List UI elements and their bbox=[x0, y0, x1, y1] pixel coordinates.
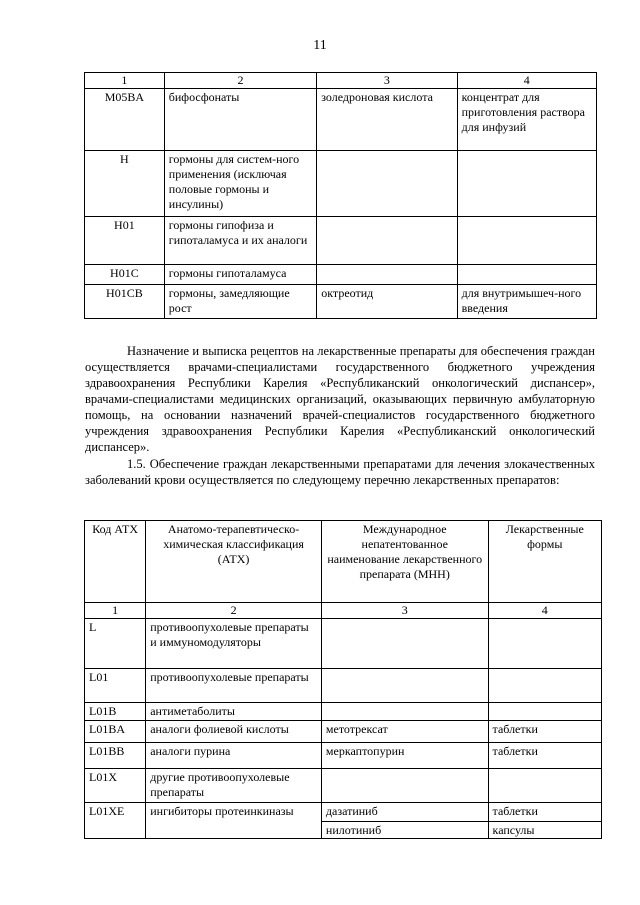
dosage-form: таблетки bbox=[488, 743, 601, 769]
table-row bbox=[85, 703, 602, 721]
inn-name bbox=[317, 151, 457, 217]
atc-code: M05BA bbox=[85, 89, 165, 151]
atc-code: L01BB bbox=[85, 743, 146, 769]
atc-class: аналоги пурина bbox=[146, 743, 322, 769]
table-header-row bbox=[85, 73, 597, 89]
atc-code: L01XE bbox=[85, 803, 146, 839]
page-number: 11 bbox=[313, 38, 327, 53]
table-row bbox=[85, 769, 602, 803]
inn-name bbox=[321, 703, 488, 721]
header-dosage-form: Лекарственные формы bbox=[488, 521, 601, 603]
table-number-row bbox=[85, 603, 602, 619]
table-row bbox=[85, 619, 602, 669]
atc-class: гормоны гипофиза и гипоталамуса и их аналоги bbox=[164, 217, 316, 265]
atc-code: H bbox=[85, 151, 165, 217]
blood-cancer-drug-table bbox=[84, 520, 602, 839]
dosage-form: таблетки bbox=[492, 804, 538, 818]
atc-class: противоопухолевые препараты и иммуномодуляторы bbox=[146, 619, 322, 669]
atc-class: гормоны гипоталамуса bbox=[164, 265, 316, 285]
atc-code: L01 bbox=[85, 669, 146, 703]
inn-name bbox=[321, 669, 488, 703]
atc-class: гормоны для систем-ного применения (исключая половые гормоны и инсулины) bbox=[164, 151, 316, 217]
inn-name bbox=[321, 619, 488, 669]
atc-code: L01B bbox=[85, 703, 146, 721]
header-atc-class: Анатомо-терапевтическо-химическая классификация (АТХ) bbox=[146, 521, 322, 603]
drug-table-continued bbox=[84, 72, 597, 319]
atc-code: H01C bbox=[85, 265, 165, 285]
table-row bbox=[85, 285, 597, 319]
dosage-form bbox=[457, 217, 596, 265]
column-number: 1 bbox=[85, 603, 146, 619]
dosage-form bbox=[488, 619, 601, 669]
dosage-form: таблетки bbox=[488, 721, 601, 743]
dosage-form bbox=[488, 769, 601, 803]
table-row bbox=[85, 669, 602, 703]
atc-class: противоопухолевые препараты bbox=[146, 669, 322, 703]
dosage-form: для внутримышеч-ного введения bbox=[457, 285, 596, 319]
column-number: 2 bbox=[164, 73, 316, 89]
column-number: 4 bbox=[457, 73, 596, 89]
table-row bbox=[85, 721, 602, 743]
inn-name: октреотид bbox=[317, 285, 457, 319]
form-cell bbox=[488, 803, 601, 839]
atc-code: L01X bbox=[85, 769, 146, 803]
inn-name bbox=[317, 265, 457, 285]
column-number: 3 bbox=[321, 603, 488, 619]
atc-class: ингибиторы протеинкиназы bbox=[146, 803, 322, 839]
header-atc-code: Код АТХ bbox=[85, 521, 146, 603]
inn-name: дазатиниб bbox=[325, 804, 378, 818]
dosage-form bbox=[488, 703, 601, 721]
table-row bbox=[85, 151, 597, 217]
inn-name bbox=[317, 217, 457, 265]
column-number: 4 bbox=[488, 603, 601, 619]
column-number: 2 bbox=[146, 603, 322, 619]
inn-name: меркаптопурин bbox=[321, 743, 488, 769]
atc-code: H01CB bbox=[85, 285, 165, 319]
body-paragraph: Назначение и выписка рецептов на лекарственные препараты для обеспечения граждан осуществляется врачами-специалистами государственного бюджетного учреждения здравоохранения Республики Карелия «Республиканский онкологический диспансер», врачами-специалистами медицинских организаций, оказывающих первичную амбулаторную помощь, на основании назначений врачей-специалистов государственного бюджетного учреждения здравоохранения Республики Карелия «Республиканский онкологический диспансер». bbox=[85, 344, 595, 454]
atc-class: аналоги фолиевой кислоты bbox=[146, 721, 322, 743]
dosage-form: концентрат для приготовления раствора для инфузий bbox=[457, 89, 596, 151]
table-row bbox=[85, 743, 602, 769]
table-row bbox=[85, 89, 597, 151]
inn-cell bbox=[321, 803, 488, 839]
column-number: 1 bbox=[85, 73, 165, 89]
dosage-form: капсулы bbox=[489, 821, 601, 838]
table-row bbox=[85, 217, 597, 265]
inn-name: золедроновая кислота bbox=[317, 89, 457, 151]
table-header-row bbox=[85, 521, 602, 603]
atc-class: антиметаболиты bbox=[146, 703, 322, 721]
atc-class: бифосфонаты bbox=[164, 89, 316, 151]
atc-code: L01BA bbox=[85, 721, 146, 743]
body-paragraph: 1.5. Обеспечение граждан лекарственными препаратами для лечения злокачественных заболеваний крови осуществляется по следующему перечню лекарственных препаратов: bbox=[85, 457, 595, 487]
dosage-form bbox=[457, 265, 596, 285]
dosage-form bbox=[457, 151, 596, 217]
atc-class: другие противоопухолевые препараты bbox=[146, 769, 322, 803]
table-row bbox=[85, 265, 597, 285]
atc-class: гормоны, замедляющие рост bbox=[164, 285, 316, 319]
atc-code: L bbox=[85, 619, 146, 669]
table-row bbox=[85, 803, 602, 839]
atc-code: H01 bbox=[85, 217, 165, 265]
inn-name: нилотиниб bbox=[322, 821, 488, 838]
dosage-form bbox=[488, 669, 601, 703]
inn-name: метотрексат bbox=[321, 721, 488, 743]
header-inn: Международное непатентованное наименование лекарственного препарата (МНН) bbox=[321, 521, 488, 603]
inn-name bbox=[321, 769, 488, 803]
column-number: 3 bbox=[317, 73, 457, 89]
